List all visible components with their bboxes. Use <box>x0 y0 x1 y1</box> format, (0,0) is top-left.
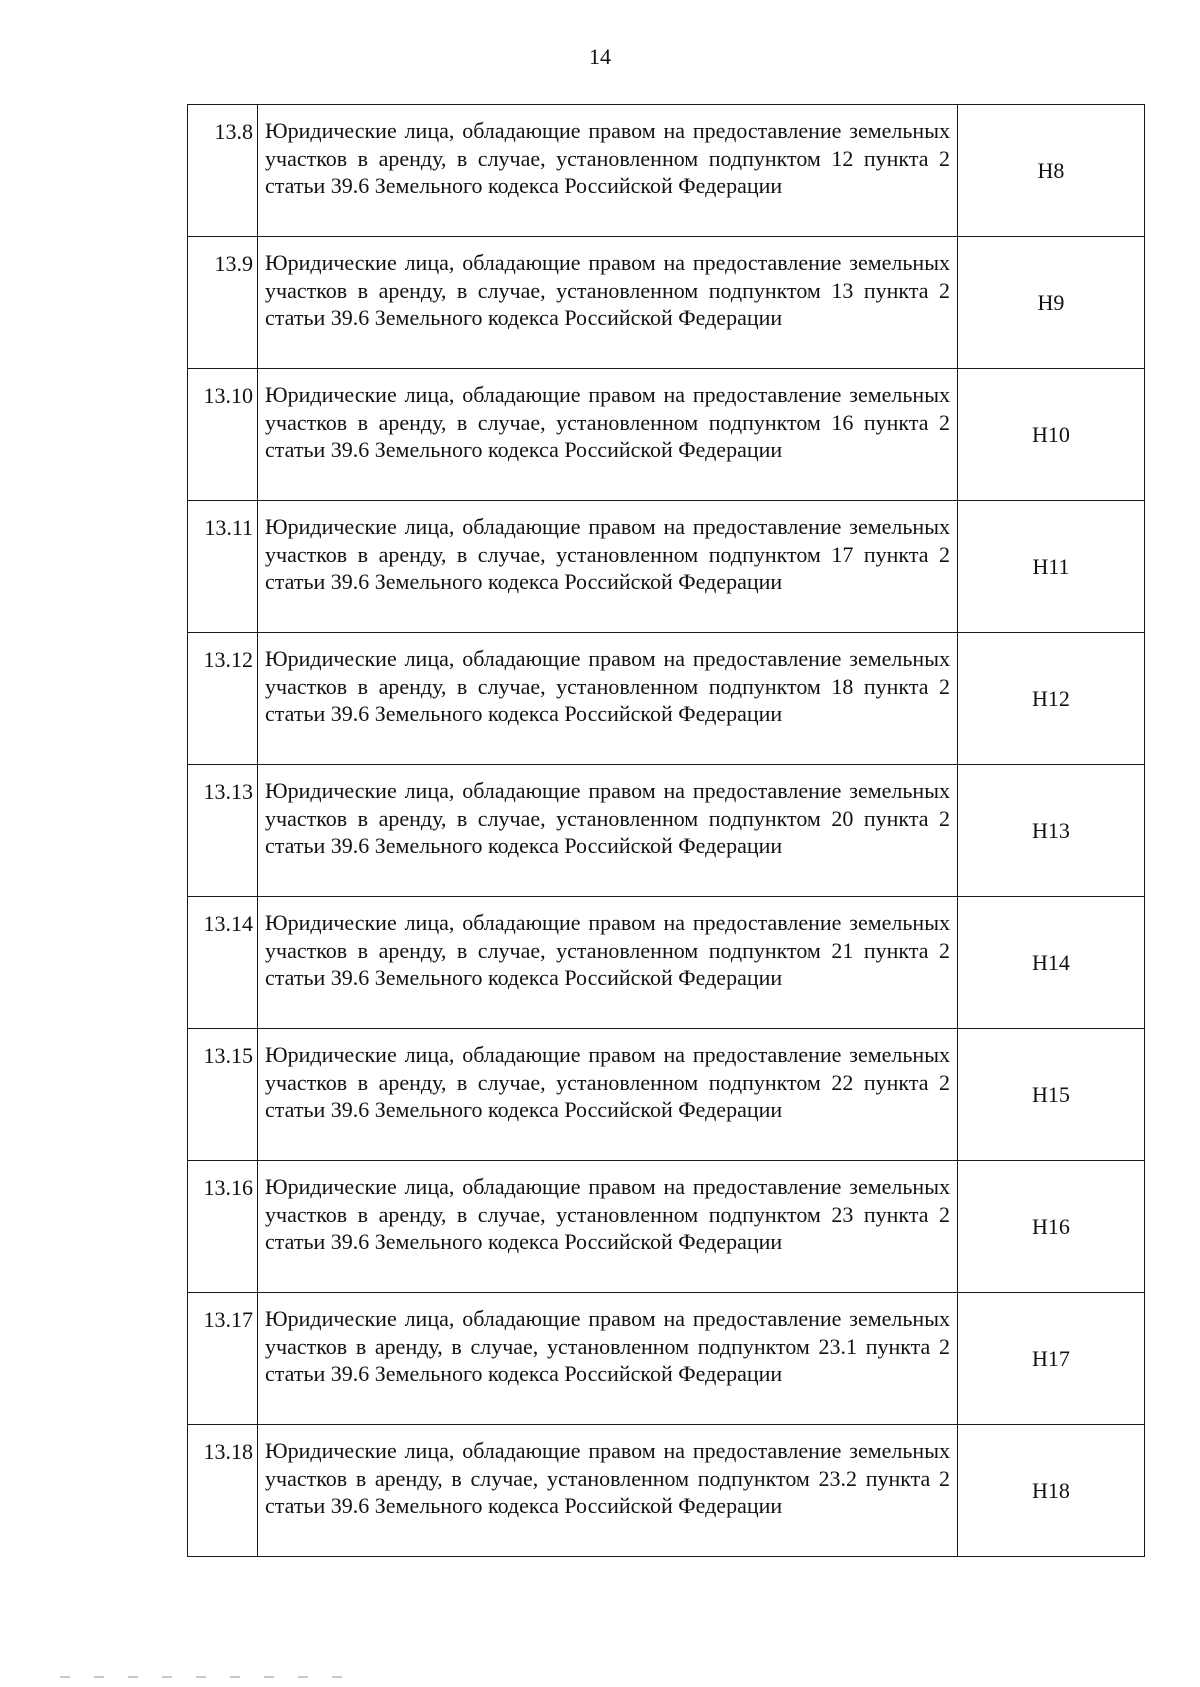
row-code: Н11 <box>958 501 1145 633</box>
row-code: Н9 <box>958 237 1145 369</box>
row-description: Юридические лица, обладающие правом на предоставление земельных участков в аренду, в случае, установленном подпунктом 21 пункта 2 статьи 39.6 Земельного кодекса Российской Федерации <box>258 897 958 1029</box>
table-row <box>188 633 1145 765</box>
row-code: Н12 <box>958 633 1145 765</box>
table-row <box>188 765 1145 897</box>
row-number: 13.16 <box>188 1161 258 1293</box>
row-code: Н8 <box>958 105 1145 237</box>
beneficiary-table <box>187 104 1145 1557</box>
row-number: 13.11 <box>188 501 258 633</box>
row-number: 13.14 <box>188 897 258 1029</box>
row-description: Юридические лица, обладающие правом на предоставление земельных участков в аренду, в случае, установленном подпунктом 22 пункта 2 статьи 39.6 Земельного кодекса Российской Федерации <box>258 1029 958 1161</box>
row-code: Н13 <box>958 765 1145 897</box>
table-row <box>188 1029 1145 1161</box>
row-description: Юридические лица, обладающие правом на предоставление земельных участков в аренду, в случае, установленном подпунктом 12 пункта 2 статьи 39.6 Земельного кодекса Российской Федерации <box>258 105 958 237</box>
row-number: 13.13 <box>188 765 258 897</box>
row-description: Юридические лица, обладающие правом на предоставление земельных участков в аренду, в случае, установленном подпунктом 23 пункта 2 статьи 39.6 Земельного кодекса Российской Федерации <box>258 1161 958 1293</box>
table-row <box>188 369 1145 501</box>
table-row <box>188 1161 1145 1293</box>
table-row <box>188 1425 1145 1557</box>
row-description: Юридические лица, обладающие правом на предоставление земельных участков в аренду, в случае, установленном подпунктом 17 пункта 2 статьи 39.6 Земельного кодекса Российской Федерации <box>258 501 958 633</box>
row-number: 13.9 <box>188 237 258 369</box>
table-row <box>188 1293 1145 1425</box>
row-description: Юридические лица, обладающие правом на предоставление земельных участков в аренду, в случае, установленном подпунктом 23.2 пункта 2 статьи 39.6 Земельного кодекса Российской Федерации <box>258 1425 958 1557</box>
row-number: 13.15 <box>188 1029 258 1161</box>
row-number: 13.18 <box>188 1425 258 1557</box>
scan-artifact <box>60 1676 360 1678</box>
row-number: 13.10 <box>188 369 258 501</box>
table-row <box>188 501 1145 633</box>
page-number: 14 <box>589 44 611 69</box>
table-body <box>188 105 1145 1557</box>
row-description: Юридические лица, обладающие правом на предоставление земельных участков в аренду, в случае, установленном подпунктом 18 пункта 2 статьи 39.6 Земельного кодекса Российской Федерации <box>258 633 958 765</box>
table-row <box>188 897 1145 1029</box>
row-code: Н16 <box>958 1161 1145 1293</box>
table-row <box>188 105 1145 237</box>
row-number: 13.8 <box>188 105 258 237</box>
row-code: Н15 <box>958 1029 1145 1161</box>
row-number: 13.12 <box>188 633 258 765</box>
row-description: Юридические лица, обладающие правом на предоставление земельных участков в аренду, в случае, установленном подпунктом 16 пункта 2 статьи 39.6 Земельного кодекса Российской Федерации <box>258 369 958 501</box>
row-number: 13.17 <box>188 1293 258 1425</box>
row-code: Н17 <box>958 1293 1145 1425</box>
row-description: Юридические лица, обладающие правом на предоставление земельных участков в аренду, в случае, установленном подпунктом 20 пункта 2 статьи 39.6 Земельного кодекса Российской Федерации <box>258 765 958 897</box>
row-code: Н18 <box>958 1425 1145 1557</box>
row-description: Юридические лица, обладающие правом на предоставление земельных участков в аренду, в случае, установленном подпунктом 23.1 пункта 2 статьи 39.6 Земельного кодекса Российской Федерации <box>258 1293 958 1425</box>
table-row <box>188 237 1145 369</box>
row-code: Н10 <box>958 369 1145 501</box>
row-code: Н14 <box>958 897 1145 1029</box>
row-description: Юридические лица, обладающие правом на предоставление земельных участков в аренду, в случае, установленном подпунктом 13 пункта 2 статьи 39.6 Земельного кодекса Российской Федерации <box>258 237 958 369</box>
